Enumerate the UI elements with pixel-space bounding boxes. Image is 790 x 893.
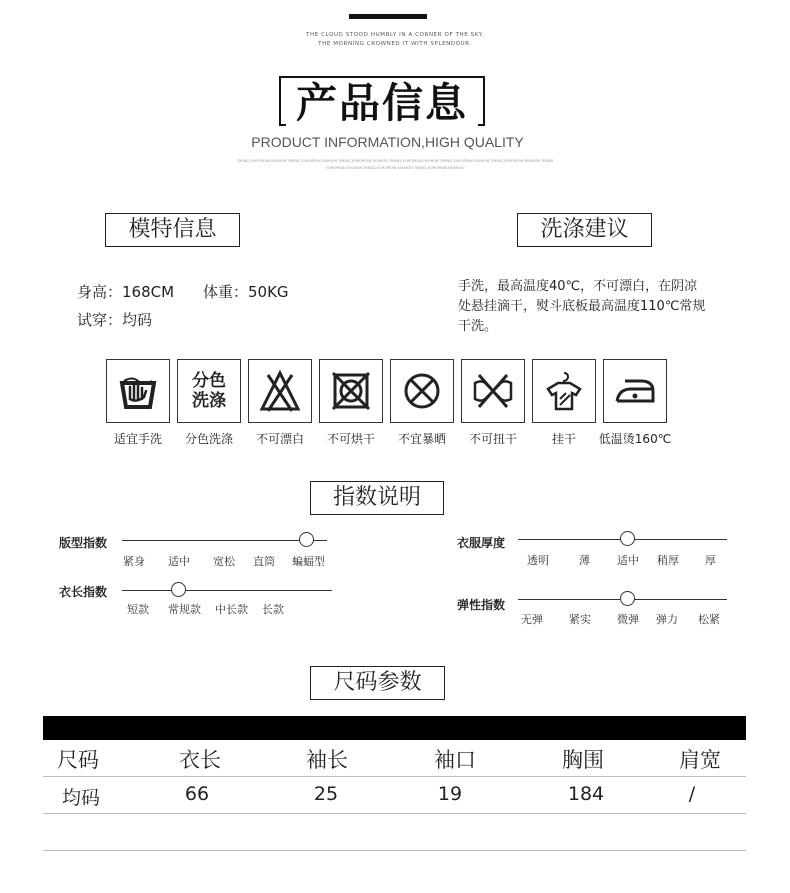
hand-wash-icon	[106, 359, 170, 423]
index-heading: 指数说明	[310, 481, 444, 515]
length-option: 长款	[262, 603, 284, 616]
no-bleach-icon	[248, 359, 312, 423]
care-label-no-bleach: 不可漂白	[255, 432, 304, 446]
thickness-option: 适中	[617, 554, 639, 567]
length-option: 短款	[127, 603, 149, 616]
tagline-line-2: THE MORNING CROWNED IT WITH SPLENDOUR.	[318, 41, 472, 47]
table-cell: 均码	[61, 787, 100, 809]
care-label-low-iron: 低温烫160℃	[598, 432, 672, 446]
fit-option: 蝙蝠型	[292, 555, 325, 568]
length-option: 常规款	[168, 603, 201, 616]
length-index-line	[122, 590, 332, 591]
model-height: 身高：168CM	[77, 283, 175, 301]
thickness-index-title: 衣服厚度	[457, 536, 506, 550]
tagline-line-1: THE CLOUD STOOD HUMBLY IN A CORNER OF THE SKY.	[306, 32, 484, 38]
fit-index-knob[interactable]	[299, 532, 314, 547]
no-sun-dry-icon	[390, 359, 454, 423]
care-label-no-wring: 不可扭干	[468, 432, 517, 446]
table-cell: 184	[567, 783, 605, 805]
top-decor-bar	[349, 14, 427, 19]
table-cell: 25	[313, 783, 339, 805]
separate-wash-glyph-1: 分色	[192, 371, 226, 391]
separate-wash-icon	[177, 359, 241, 423]
length-index-title: 衣长指数	[59, 585, 108, 599]
table-row-divider	[43, 813, 746, 814]
washing-heading: 洗涤建议	[517, 213, 652, 247]
elasticity-option: 无弹	[521, 613, 543, 626]
elasticity-index-title: 弹性指数	[457, 598, 506, 612]
size-col-header: 衣长	[179, 748, 221, 772]
fine-print-1: TREND_EUROPEAN FASHION TREND_EUROPEAN FASHION TREND_EUROPEAN FASHION TREND_EUROPEAN FASHION TREND_EUROPEAN FASHION TREND_EUROPEAN FASHION TREND	[236, 159, 554, 163]
model-info-heading: 模特信息	[105, 213, 240, 247]
thickness-option: 厚	[705, 554, 716, 567]
thickness-option: 透明	[527, 554, 549, 567]
no-wring-icon	[461, 359, 525, 423]
thickness-index-knob[interactable]	[620, 531, 635, 546]
fine-print-2: EUROPEAN FASHION TREND_EUROPEAN FASHION TREND_EUROPEAN FASHION	[326, 166, 464, 170]
care-label-separate-wash: 分色洗涤	[184, 432, 233, 446]
page-title: 产品信息	[296, 79, 468, 127]
fit-index-title: 版型指数	[59, 536, 108, 550]
elasticity-option: 微弹	[617, 613, 639, 626]
table-cell: 66	[184, 783, 210, 805]
table-cell: /	[688, 783, 696, 805]
care-label-no-tumble-dry: 不可烘干	[326, 432, 375, 446]
model-weight: 体重：50KG	[203, 283, 289, 301]
washing-text: 手洗，最高温度40℃，不可漂白，在阴凉处悬挂滴干，熨斗底板最高温度110℃常规干洗。	[458, 279, 706, 334]
model-size: 试穿：均码	[77, 311, 153, 329]
hang-dry-icon	[532, 359, 596, 423]
length-index-knob[interactable]	[171, 582, 186, 597]
thickness-option: 稍厚	[657, 554, 679, 567]
elasticity-index-knob[interactable]	[620, 591, 635, 606]
size-table-top-bar	[43, 716, 746, 740]
elasticity-option: 松紧	[698, 613, 720, 626]
size-table-heading: 尺码参数	[310, 666, 445, 700]
elasticity-option: 紧实	[569, 613, 591, 626]
thickness-option: 薄	[579, 554, 590, 567]
elasticity-option: 弹力	[656, 613, 678, 626]
page-subtitle: PRODUCT INFORMATION,HIGH QUALITY	[251, 134, 524, 150]
size-col-header: 袖长	[306, 748, 348, 772]
care-label-hand-wash: 适宜手洗	[113, 432, 162, 446]
size-col-header: 肩宽	[679, 748, 721, 772]
table-row-divider	[43, 776, 746, 777]
size-col-header: 胸围	[562, 748, 604, 772]
length-option: 中长款	[215, 603, 248, 616]
size-col-header: 袖口	[434, 748, 476, 772]
no-tumble-dry-icon	[319, 359, 383, 423]
fit-index-line	[122, 540, 327, 541]
fit-option: 紧身	[123, 555, 145, 568]
fit-option: 直筒	[253, 555, 275, 568]
separate-wash-glyph-2: 洗涤	[192, 391, 226, 411]
table-cell: 19	[437, 783, 463, 805]
fit-option: 适中	[168, 555, 190, 568]
fit-option: 宽松	[213, 555, 235, 568]
table-bottom-line	[43, 850, 746, 851]
size-col-header: 尺码	[57, 748, 99, 772]
care-label-hang-dry: 挂干	[551, 432, 576, 446]
low-iron-icon	[603, 359, 667, 423]
care-label-no-sun-dry: 不宜暴晒	[397, 432, 446, 446]
